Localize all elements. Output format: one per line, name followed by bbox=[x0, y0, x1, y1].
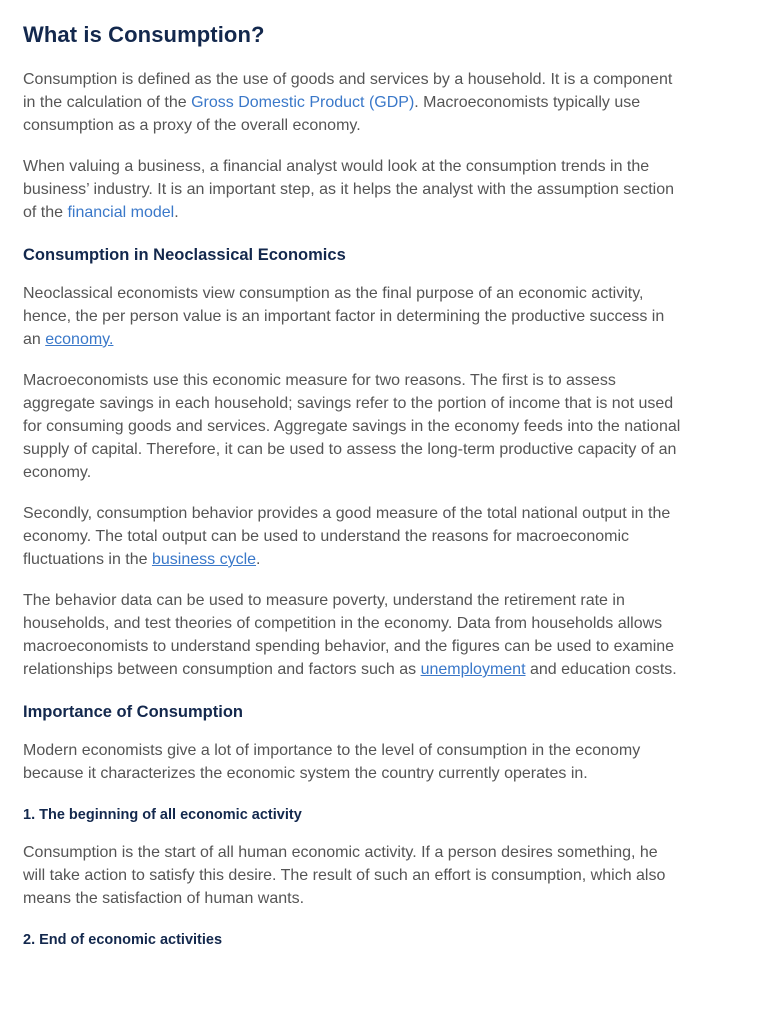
intro-paragraph-2 bbox=[23, 155, 683, 224]
intro-p1-text-after: . Macroeconomists typically use consumption as a proxy of the overall economy. bbox=[23, 94, 641, 134]
neoclassical-paragraph-4 bbox=[23, 589, 683, 681]
beginning-of-activity-paragraph: Consumption is the start of all human economic activity. If a person desires something, he will take action to satisfy this desire. The result of such an effort is consumption, which also means the satisfaction of human wants. bbox=[23, 844, 666, 907]
intro-p2-text-after: . bbox=[174, 204, 179, 221]
gdp-link[interactable]: Gross Domestic Product (GDP) bbox=[191, 94, 415, 111]
intro-p1-text-before: Consumption is defined as the use of goods and services by a household. It is a component in the calculation of the bbox=[23, 71, 673, 111]
business-cycle-link[interactable]: business cycle bbox=[151, 551, 257, 568]
subheading-beginning-of-activity: 1. The beginning of all economic activity bbox=[23, 807, 302, 823]
intro-paragraph-1 bbox=[23, 68, 683, 137]
section-heading-importance: Importance of Consumption bbox=[23, 703, 243, 721]
page-title: What is Consumption? bbox=[23, 22, 265, 47]
importance-paragraph-1: Modern economists give a lot of importance to the level of consumption in the economy because it characterizes the economic system the country currently operates in. bbox=[23, 742, 641, 782]
neo-p3-text-after: . bbox=[256, 551, 261, 568]
economy-link[interactable]: economy. bbox=[45, 331, 114, 348]
neo-p1-text-before: Neoclassical economists view consumption as the final purpose of an economic activity, hence, the per person value is an important factor in determining the productive success in an bbox=[23, 285, 665, 348]
neo-p4-text-before: The behavior data can be used to measure poverty, understand the retirement rate in households, and test theories of competition in the economy. Data from households allows macroeconomists to understand spending behavior, and the figures can be used to examine relationships between consumption and factors such as bbox=[23, 592, 675, 678]
intro-p2-text-before: When valuing a business, a financial analyst would look at the consumption trends in the business’ industry. It is an important step, as it helps the analyst with the assumption section of the bbox=[23, 158, 674, 221]
section-heading-neoclassical: Consumption in Neoclassical Economics bbox=[23, 246, 346, 264]
neo-p3-text-before: Secondly, consumption behavior provides a good measure of the total national output in the economy. The total output can be used to understand the reasons for macroeconomic fluctuations in the bbox=[23, 505, 671, 568]
neoclassical-paragraph-1 bbox=[23, 282, 683, 351]
neoclassical-paragraph-2: Macroeconomists use this economic measure for two reasons. The first is to assess aggregate savings in each household; savings refer to the portion of income that is not used for consuming goods and services. Aggregate savings in the economy feeds into the national supply of capital. Therefore, it can be used to assess the long-term productive capacity of an economy. bbox=[23, 372, 681, 481]
neoclassical-paragraph-3 bbox=[23, 502, 683, 571]
neo-p4-text-after: and education costs. bbox=[525, 661, 677, 678]
subheading-end-of-activities: 2. End of economic activities bbox=[23, 932, 223, 948]
financial-model-link[interactable]: financial model bbox=[67, 204, 175, 221]
unemployment-link[interactable]: unemployment bbox=[420, 661, 526, 678]
